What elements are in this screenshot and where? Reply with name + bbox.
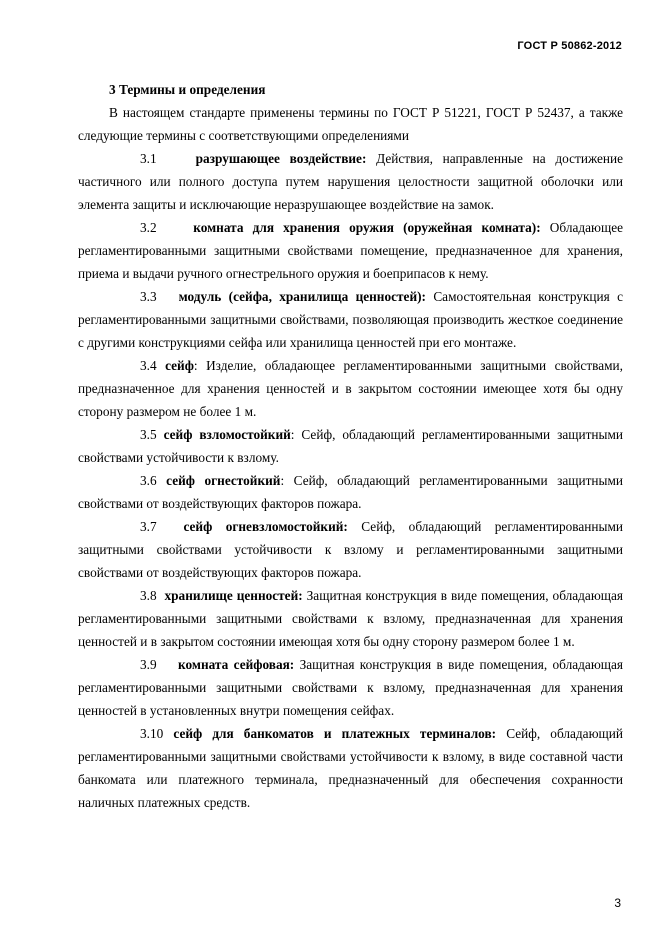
term-entry-3-4 bbox=[78, 354, 623, 423]
term-definition: : Сейф, обладающий регламентированными защитными свойствами устойчивости к взлому. bbox=[78, 427, 623, 465]
term-entry-3-8 bbox=[78, 584, 623, 653]
term-number: 3.8 bbox=[140, 588, 157, 603]
term-entry-3-5 bbox=[78, 423, 623, 469]
term-definition: Сейф, обладающий регламентированными защитными свойствами устойчивости к взлому, в виде составной части банкомата или платежного терминала, предназначенный для обеспечения сохранности наличных платежных средств. bbox=[78, 726, 623, 810]
term-number: 3.3 bbox=[140, 289, 157, 304]
term-name: модуль (сейфа, хранилища ценностей): bbox=[178, 289, 426, 304]
term-definition: : Изделие, обладающее регламентированными защитными свойствами, предназначенное для хранения ценностей и в закрытом состоянии имеющее хотя бы одну сторону размером не более 1 м. bbox=[78, 358, 623, 419]
term-number: 3.10 bbox=[140, 726, 164, 741]
term-name: хранилище ценностей: bbox=[164, 588, 303, 603]
term-name: сейф bbox=[165, 358, 194, 373]
term-entry-3-1 bbox=[78, 147, 623, 216]
term-entry-3-2 bbox=[78, 216, 623, 285]
term-name: сейф огневзломостойкий: bbox=[183, 519, 348, 534]
term-definition: Обладающее регламентированными защитными свойствами помещение, предназначенное для хранения, приема и выдачи ручного огнестрельного оружия и боеприпасов к нему. bbox=[78, 220, 624, 281]
term-name: сейф взломостойкий bbox=[163, 427, 291, 442]
term-number: 3.5 bbox=[140, 427, 157, 442]
term-number: 3.4 bbox=[140, 358, 157, 373]
term-definition: Защитная конструкция в виде помещения, обладающая регламентированными защитными свойствами к взлому, предназначенная для хранения ценностей в установленных внутри помещения сейфах. bbox=[78, 657, 624, 718]
term-name: сейф огнестойкий bbox=[166, 473, 281, 488]
term-entry-3-3 bbox=[78, 285, 623, 354]
term-definition: Действия, направленные на достижение частичного или полного доступа путем нарушения целостности защитной оболочки или элемента защиты и исключающие неразрушающее воздействие на замок. bbox=[78, 151, 624, 212]
term-name: сейф для банкоматов и платежных терминалов: bbox=[173, 726, 497, 741]
term-definition: Защитная конструкция в виде помещения, обладающая регламентированными защитными свойствами к взлому, предназначенная для хранения ценностей и в закрытом состоянии имеющая хотя бы одну сторону размером более 1 м. bbox=[78, 588, 624, 649]
term-definition: Самостоятельная конструкция с регламентированными защитными свойствами, позволяющая производить жесткое соединение с другими конструкциями сейфа или хранилища ценностей при его монтаже. bbox=[78, 289, 624, 350]
section-intro: В настоящем стандарте применены термины по ГОСТ Р 51221, ГОСТ Р 52437, а также следующие термины с соответствующими определениями bbox=[78, 105, 623, 143]
document-body bbox=[78, 78, 623, 814]
term-entry-3-7 bbox=[78, 515, 623, 584]
term-number: 3.1 bbox=[140, 151, 157, 166]
term-number: 3.2 bbox=[140, 220, 157, 235]
term-definition: : Сейф, обладающий регламентированными защитными свойствами от воздействующих факторов пожара. bbox=[78, 473, 623, 511]
term-entry-3-10 bbox=[78, 722, 623, 814]
section-title: 3 Термины и определения bbox=[109, 82, 266, 97]
term-name: разрушающее воздействие: bbox=[195, 151, 367, 166]
term-name: комната сейфовая: bbox=[178, 657, 295, 672]
term-name: комната для хранения оружия (оружейная комната): bbox=[193, 220, 541, 235]
term-entry-3-9 bbox=[78, 653, 623, 722]
term-number: 3.7 bbox=[140, 519, 157, 534]
term-number: 3.9 bbox=[140, 657, 157, 672]
term-definition: Сейф, обладающий регламентированными защитными свойствами устойчивости к взлому и регламентированными защитными свойствами от воздействующих факторов пожара. bbox=[78, 519, 623, 580]
term-entry-3-6 bbox=[78, 469, 623, 515]
page-number: 3 bbox=[614, 896, 621, 910]
document-id: ГОСТ Р 50862-2012 bbox=[517, 40, 622, 52]
term-number: 3.6 bbox=[140, 473, 157, 488]
